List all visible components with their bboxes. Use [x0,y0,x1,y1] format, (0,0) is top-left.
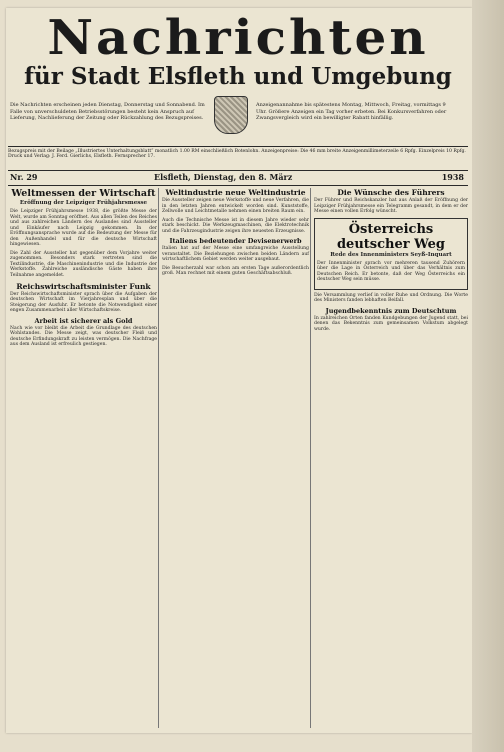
article-text: Italien hat auf der Messe eine umfangreiche Ausstellung veranstaltet. Die Beziehungen zwischen beiden Ländern auf wirtschaftlichem Gebiet werden weiter ausgebaut. [162,246,309,263]
issue-number: Nr. 29 [10,172,38,182]
divider [8,146,468,147]
headline: Italiens bedeutender Devisenerwerb [169,237,302,246]
town-crest-icon [214,96,248,134]
headline: Jugendbekenntnis zum Deutschtum [325,306,457,315]
headline: Reichswirtschaftsminister Funk [16,281,151,291]
article-text: In zahlreichen Orten fanden Kundgebungen der Jugend statt, bei denen das Bekenntnis zum gemeinsamen Volkstum abgelegt wurde. [314,315,468,333]
page-edge [472,0,504,752]
headline: Österreichs deutscher Weg [336,221,446,252]
article-box [314,218,468,290]
headline: Weltmessen der Wirtschaft [11,188,156,199]
article-text: Der Führer und Reichskanzler hat aus Anlaß der Eröffnung der Leipziger Frühjahrsmesse ein Telegramm gesandt, in dem er der Messe einen vollen Erfolg wünscht. [314,198,468,215]
newspaper-title: Nachrichten [47,9,429,66]
column-1 [10,188,157,351]
headline: Arbeit ist sicherer als Gold [34,316,133,325]
headline: Weltindustrie neue Weltindustrie [165,188,306,197]
article-text: Die Besucherzahl war schon am ersten Tage außerordentlich groß. Man rechnet mit einem guten Geschäftsabschluß. [162,265,309,277]
subheadline: Eröffnung der Leipziger Frühjahrsmesse [19,200,148,206]
article-text: Die Leipziger Frühjahrsmesse 1938, die größte Messe der Welt, wurde am Sonntag eröffnet. Aus allen Teilen des Reiches und aus zahlreichen Ländern des Auslandes sind Aussteller und Einkäufer nach Leipzig gekommen. In der Eröffnungsansprache wurde auf die Bedeutung der Messe für den Außenhandel und für die deutsche Wirtschaft hingewiesen. [10,209,157,248]
dateline [8,172,468,184]
masthead [8,10,468,90]
column-2 [162,188,309,280]
divider [8,170,468,171]
article-text: Der Reichswirtschaftsminister sprach über die Aufgaben der deutschen Wirtschaft im Vierjahresplan und über die Steigerung der Ausfuhr. Er betonte die Notwendigkeit einer engen Zusammenarbeit aller Wirtschaftskreise. [10,291,157,314]
newspaper-subtitle: für Stadt Elsfleth und Umgebung [24,63,452,90]
headline: Die Wünsche des Führers [337,188,445,197]
masthead-left-notice: Die Nachrichten erscheinen jeden Dienstag, Donnerstag und Sonnabend. Im Falle von unverschuldeten Betriebsstörungen besteht kein Anspruch auf Lieferung, Nachlieferung der Zeitung oder Rückzahlung des Bezugspreises. [10,102,205,122]
subscription-info: Bezugspreis mit der Beilage „Illustriertes Unterhaltungsblatt“ monatlich 1.00 RM einschließlich Botenlohn. Anzeigenpreise: Die 46 mm breite Anzeigenmillimeterzeile 6 Rpfg. Einzelpreis 10 Rpfg. Druck und Verlag: J. Ferd. Gierlichs, Elsfleth. Fernsprecher 17. [8,149,466,160]
divider [8,185,468,186]
article-text: Die Aussteller zeigen neue Werkstoffe und neue Verfahren, die in den letzten Jahren entwickelt worden sind. Kunststoffe, Zellwolle und Leichtmetalle nehmen einen breiten Raum ein. [162,198,309,215]
article-text: Die Versammlung verlief in voller Ruhe und Ordnung. Die Worte des Ministers fanden lebhaften Beifall. [314,292,468,304]
masthead-right-notice: Anzeigenannahme bis spätestens Montag, Mittwoch, Freitag, vormittags 9 Uhr. Größere Anzeigen ein Tag vorher erbeten. Bei Konkursverfahren oder Zwangsvergleich wird ein bewilligter Rabatt hinfällig. [256,102,447,122]
column-divider [310,188,311,728]
place-date: Elsfleth, Dienstag, den 8. März [154,172,293,182]
column-3 [314,188,468,336]
year: 1938 [441,172,464,182]
article-text: Nach wie vor bleibt die Arbeit die Grundlage des deutschen Wohlstandes. Die Messe zeigt, was deutscher Fleiß und deutsche Erfindungskraft zu leisten vermögen. Die Nachfrage aus dem Ausland ist erfreulich gestiegen. [10,325,157,348]
article-text: Auch die Technische Messe ist in diesem Jahre wieder sehr stark beschickt. Die Werkzeugmaschinen, die Elektrotechnik und die Fahrzeugindustrie zeigen ihre neuesten Erzeugnisse. [162,217,309,234]
article-text: Die Zahl der Aussteller hat gegenüber dem Vorjahre weiter zugenommen. Besonders stark vertreten sind die Textilindustrie, die Maschinenindustrie und die Industrie der Werkstoffe. Zahlreiche ausländische Gäste haben ihre Teilnahme angemeldet. [10,250,157,279]
column-divider [158,188,159,728]
article-text: Der Innenminister sprach vor mehreren tausend Zuhörern über die Lage in Österreich und über das Verhältnis zum Deutschen Reich. Er betonte, daß der Weg Österreichs ein deutscher Weg sein müsse. [317,260,465,283]
subheadline: Rede des Innenministers Seyß-Inquart [330,251,452,258]
